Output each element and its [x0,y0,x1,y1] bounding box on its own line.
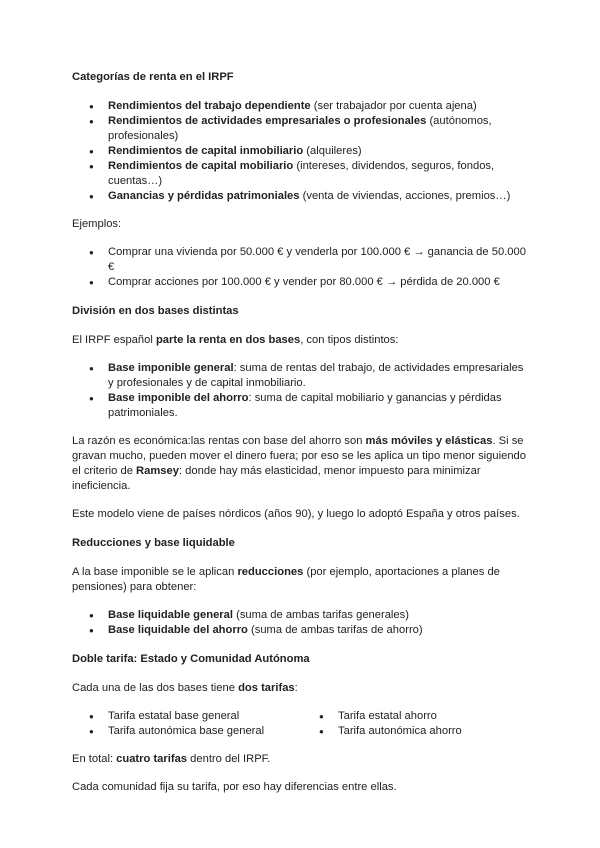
list-item: ● Base imponible del ahorro: suma de capital mobiliario y ganancias y pérdidas patrimoniales. [72,391,532,421]
bases-list [72,361,532,421]
total-paragraph: En total: cuatro tarifas dentro del IRPF. [72,753,271,765]
heading-doble-tarifa: Doble tarifa: Estado y Comunidad Autónoma [72,653,310,665]
tarifas-col-2 [302,709,532,739]
list-item: ● Rendimientos de actividades empresariales o profesionales (autónomos, profesionales) [72,114,532,144]
list-item: ● Tarifa estatal base general [72,709,302,724]
heading-division: División en dos bases distintas [72,305,239,317]
list-item: ● Tarifa autonómica base general [72,724,302,739]
list-item: ● Comprar una vivienda por 50.000 € y venderla por 100.000 € → ganancia de 50.000 € [72,245,532,275]
ejemplos-label: Ejemplos: [72,218,122,230]
list-item: ● Tarifa autonómica ahorro [302,724,532,739]
modelo-paragraph: Este modelo viene de países nórdicos (años 90), y luego lo adoptó España y otros países. [72,508,520,520]
categorias-list [72,99,532,204]
document-page [72,70,532,795]
list-item: ● Base imponible general: suma de rentas del trabajo, de actividades empresariales y profesionales y de capital inmobiliario. [72,361,532,391]
razon-paragraph: La razón es económica:las rentas con base del ahorro son más móviles y elásticas. Si se gravan mucho, pueden mover el dinero fuera; por eso se les aplica un tipo menor siguiendo el criterio de Ramsey: donde hay más elasticidad, menor impuesto para minimizar ineficiencia. [72,435,526,492]
ejemplos-list [72,245,532,290]
heading-categorias: Categorías de renta en el IRPF [72,71,234,83]
list-item: ● Tarifa estatal ahorro [302,709,532,724]
list-item: ● Base liquidable general (suma de ambas tarifas generales) [72,608,532,623]
division-intro: El IRPF español parte la renta en dos bases, con tipos distintos: [72,334,399,346]
liquidable-list [72,608,532,638]
list-item: ● Ganancias y pérdidas patrimoniales (venta de viviendas, acciones, premios…) [72,189,532,204]
tarifas-columns [72,709,532,739]
tarifas-col-1 [72,709,302,739]
list-item: ● Comprar acciones por 100.000 € y vender por 80.000 € → pérdida de 20.000 € [72,275,532,290]
final-paragraph: Cada comunidad fija su tarifa, por eso hay diferencias entre ellas. [72,781,397,793]
list-item: ● Rendimientos de capital inmobiliario (alquileres) [72,144,532,159]
heading-reducciones: Reducciones y base liquidable [72,537,235,549]
reducciones-intro: A la base imponible se le aplican reducciones (por ejemplo, aportaciones a planes de pensiones) para obtener: [72,566,500,593]
list-item: ● Base liquidable del ahorro (suma de ambas tarifas de ahorro) [72,623,532,638]
list-item: ● Rendimientos del trabajo dependiente (ser trabajador por cuenta ajena) [72,99,532,114]
list-item: ● Rendimientos de capital mobiliario (intereses, dividendos, seguros, fondos, cuentas…) [72,159,532,189]
doble-intro: Cada una de las dos bases tiene dos tarifas: [72,682,298,694]
